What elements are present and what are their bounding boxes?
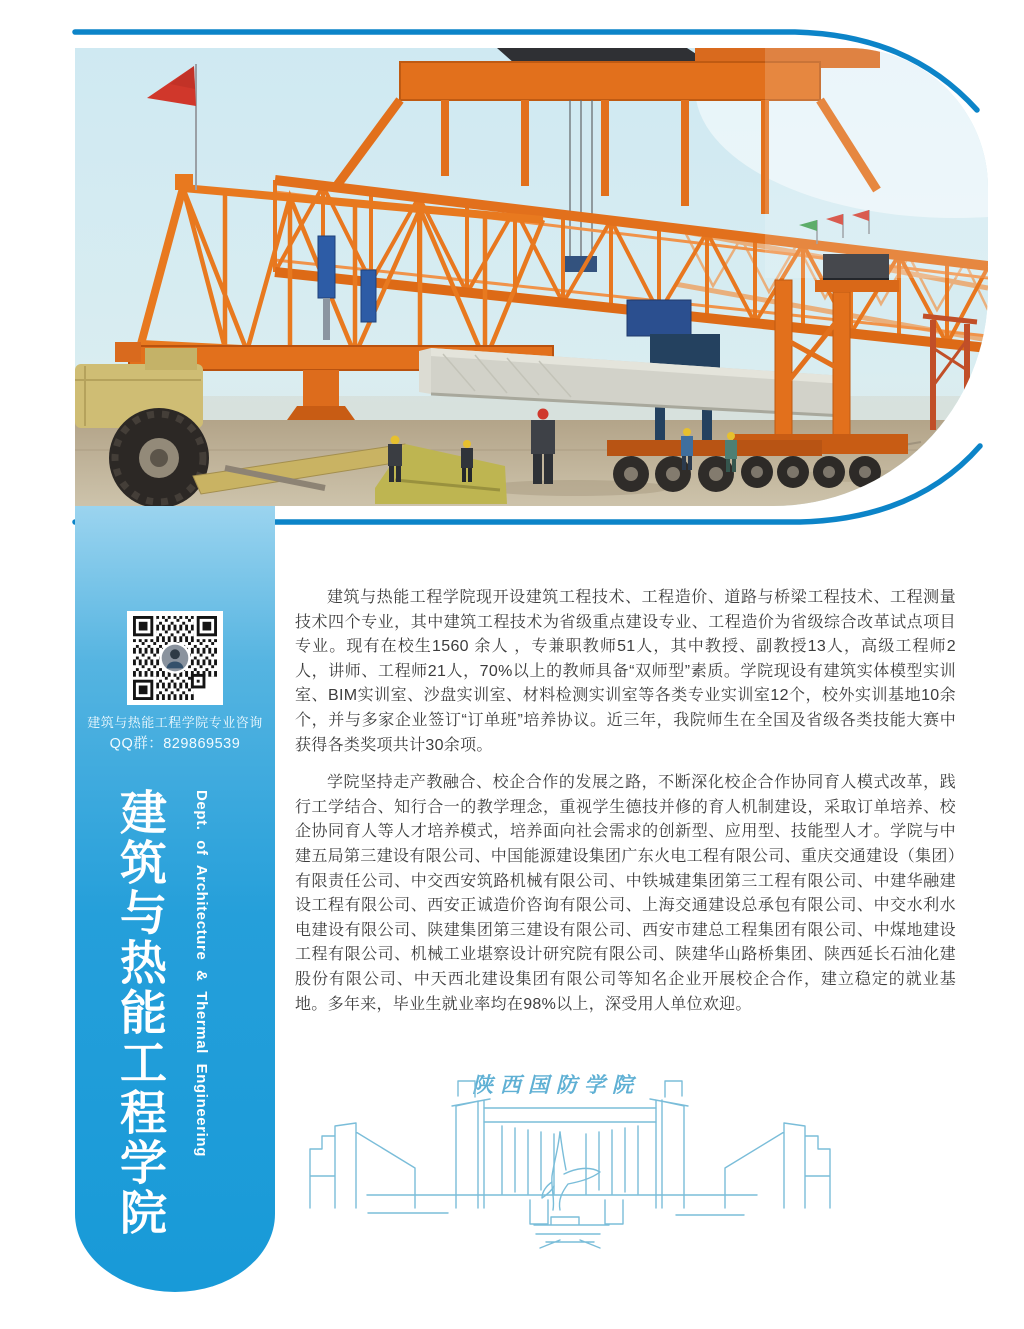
paragraph-cooperation: 学院坚持走产教融合、校企合作的发展之路，不断深化校企合作协同育人模式改革，践行工学结合、知行合一的教学理念，重视学生德技并修的育人机制建设，采取订单培养、校企协同育人等人才培养模式，培养面向社会需求的创新型、应用型、技能型人才。学院与中建五局第三建设有限公司、中国能源建设集团广东火电工程有限公司、重庆交通建设（集团）有限责任公司、中交西安筑路机械有限公司、中铁城建集团第三工程有限公司、中建华融建设工程有限公司、西安正诚造价咨询有限公司、上海交通建设总承包有限公司、中交水利水电建设有限公司、陕建集团第三建设有限公司、西安市建总工程集团有限公司、中煤地建设工程有限公司、机械工业堪察设计研究院有限公司、陕建华山路桥集团、陕西延长石油化建股份有限公司、中天西北建设集团有限公司等知名企业开展校企合作，建立稳定的就业基地。多年来，毕业生就业率均在98%以上，深受用人单位欢迎。 bbox=[295, 774, 956, 1013]
sidebar bbox=[75, 506, 275, 1292]
corner-fade bbox=[765, 48, 988, 278]
campus-line-art bbox=[308, 1066, 832, 1266]
qr-caption-line2: QQ群：829869539 bbox=[109, 736, 241, 752]
campus-name-calligraphy: 陕西国防学院 bbox=[472, 1073, 640, 1097]
qr-code bbox=[127, 611, 223, 705]
department-title-zh: 建筑与热能工程学院 bbox=[114, 788, 168, 1238]
qr-caption bbox=[75, 712, 275, 755]
main-content bbox=[295, 586, 956, 1030]
qr-caption-line1: 建筑与热能工程学院专业咨询 bbox=[87, 715, 263, 730]
paragraph-overview: 建筑与热能工程学院现开设建筑工程技术、工程造价、道路与桥梁工程技术、工程测量技术四个专业，其中建筑工程技术为省级重点建设专业、工程造价为省级综合改革试点项目专业。现有在校生1560 余人 ，专兼职教师51人，其中教授、副教授13人，高级工程师2人，讲师、工程师21人，70%以上的教师具备“双师型”素质。学院现设有建筑实体模型实训室、BIM实训室、沙盘实训室、材料检测实训室等各类专业实训室12个，校外实训基地10余个，并与多家企业签订“订单班”培养协议。近三年，我院师生在全国及省级各类技能大赛中获得各类奖项共计30余项。 bbox=[295, 589, 956, 754]
person-avatar-icon bbox=[159, 642, 190, 673]
construction-photo bbox=[75, 48, 988, 506]
department-title-en: Dept. of Architecture & Thermal Engineering bbox=[193, 790, 210, 1157]
qr-code-icon bbox=[132, 616, 218, 700]
campus-building-outline bbox=[310, 1081, 830, 1248]
